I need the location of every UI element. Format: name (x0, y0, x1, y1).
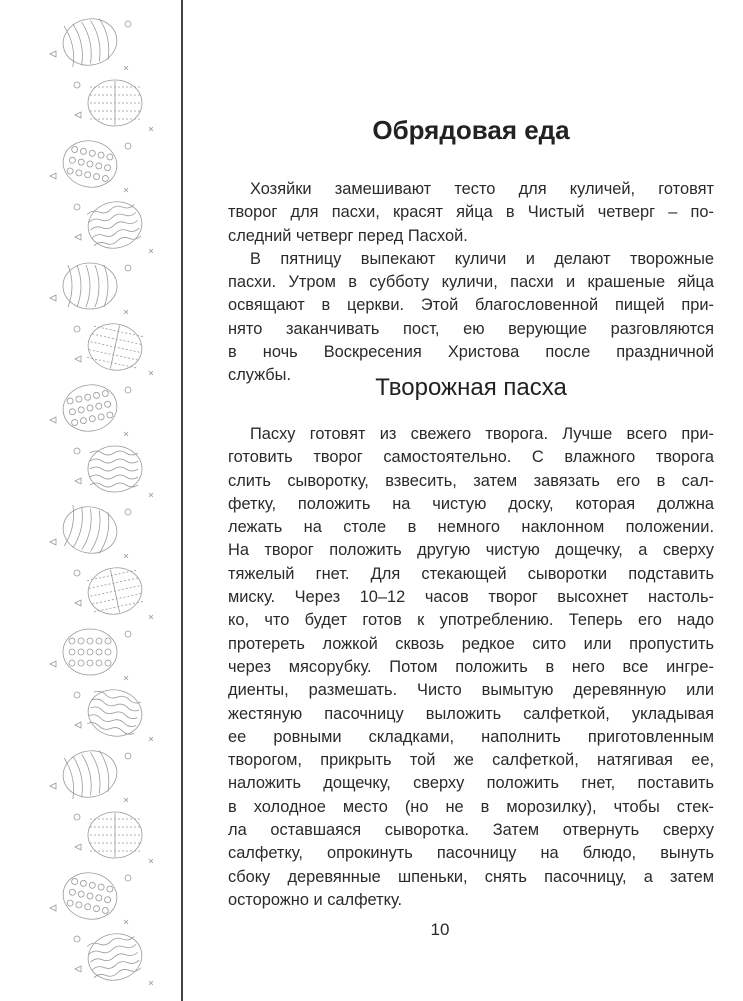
text-line: через мясорубку. Потом положить в него все ингре- (228, 657, 714, 676)
text-line: осторожно и салфетку. (228, 890, 403, 909)
text-line: сбоку деревянные шпеньки, снять пасочницу, а затем (228, 867, 714, 886)
text-line: ее ровными складками, наполнить приготовленным (228, 727, 714, 746)
text-line: освящают в церкви. Этой благословенной пищей при- (228, 296, 714, 315)
page-number: 10 (430, 920, 450, 939)
text-line: пасхи. Утром в субботу куличи, пасхи и крашеные яйца (228, 273, 714, 292)
text-line: миску. Через 10–12 часов творог высохнет настоль- (228, 588, 714, 607)
text-line: Пасху готовят из свежего творога. Лучше всего при- (250, 425, 714, 443)
text-line: протереть ложкой сквозь редкое сито или пропустить (228, 634, 714, 653)
paragraph-2 (228, 423, 714, 912)
easter-egg-border-icon (0, 0, 182, 1001)
text-line: готовить творог самостоятельно. С влажного творога (228, 448, 714, 467)
text-line: слить сыворотку, взвесить, затем завязать его в сал- (228, 471, 714, 490)
paragraph-1 (228, 178, 714, 388)
divider-line (181, 0, 183, 1001)
text-line: творогом, прикрыть той же салфеткой, натягивая ее, (228, 751, 714, 770)
text-line: творог для пасхи, красят яйца в Чистый четверг – по- (228, 203, 714, 222)
text-line: фетку, положить на чистую доску, которая должна (228, 494, 714, 513)
page-title: Обрядовая еда (372, 115, 570, 145)
text-line: На творог положить другую чистую дощечку, а сверху (228, 541, 714, 560)
text-line: нято заканчивать пост, ею верующие разговляются (228, 319, 714, 338)
text-line: Хозяйки замешивают тесто для куличей, готовят (250, 180, 714, 198)
text-line: жестяную пасочницу выложить салфеткой, укладывая (228, 704, 714, 723)
text-line: службы. (228, 366, 292, 385)
text-line: диенты, размешать. Чисто вымытую деревянную или (228, 681, 714, 700)
text-line: ко, что будет готов к употреблению. Теперь его надо (228, 611, 714, 630)
text-line: в ночь Воскресения Христова после праздничной (228, 343, 714, 362)
text-line: В пятницу выпекают куличи и делают творожные (250, 249, 714, 268)
text-line: следний четверг перед Пасхой. (228, 226, 468, 245)
text-line: наложить дощечку, сверху положить гнет, поставить (228, 774, 714, 793)
text-line: в холодное место (но не в морозилку), чтобы стек- (228, 797, 714, 816)
text-line: тяжелый гнет. Для стекающей сыворотки подставить (228, 564, 714, 583)
text-line: лежать на столе в немного наклонном положении. (228, 518, 714, 537)
text-line: ла оставшаяся сыворотка. Затем отвернуть сверху (228, 821, 714, 840)
text-line: салфетку, опрокинуть пасочницу на блюдо, вынуть (228, 844, 714, 863)
section-title: Творожная пасха (375, 374, 567, 401)
